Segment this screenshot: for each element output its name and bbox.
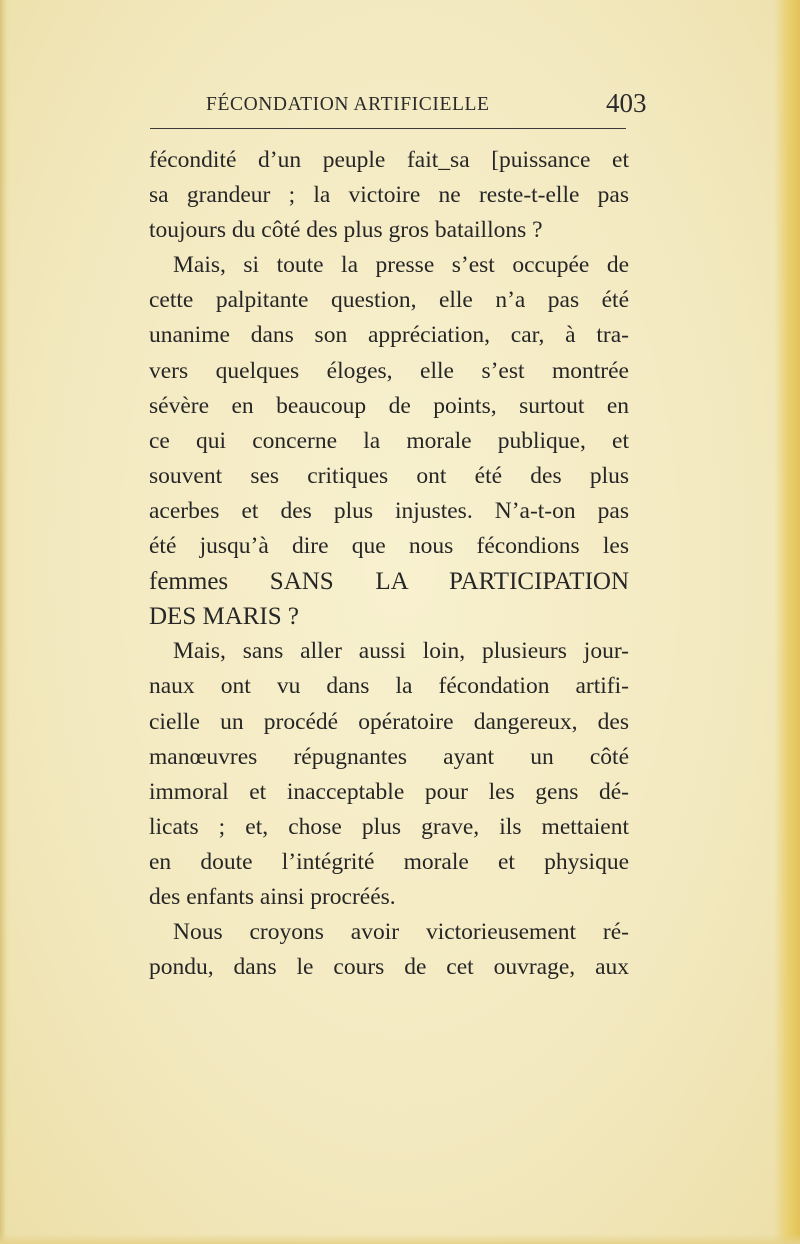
text-line: naux ont vu dans la fécondation artifi- — [149, 673, 629, 700]
text-line: licats ; et, chose plus grave, ils mettaient — [149, 813, 629, 840]
text-line: en doute l’intégrité morale et physique — [149, 848, 629, 875]
text-line: Nous croyons avoir victorieusement ré- — [173, 919, 629, 946]
text-line: Mais, sans aller aussi loin, plusieurs jour- — [173, 638, 629, 665]
text-line: sa grandeur ; la victoire ne reste-t-elle pas — [149, 182, 629, 209]
text-line: Mais, si toute la presse s’est occupée de — [173, 252, 629, 279]
page-left-edge — [0, 0, 10, 1244]
text-line: vers quelques éloges, elle s’est montrée — [149, 357, 629, 384]
text-line: acerbes et des plus injustes. N’a-t-on pas — [149, 497, 629, 524]
text-line: DES MARIS ? — [149, 603, 300, 631]
body-text — [149, 143, 629, 985]
running-title: FÉCONDATION ARTIFICIELLE — [206, 94, 490, 115]
header-rule — [150, 128, 626, 129]
text-line: ce qui concerne la morale publique, et — [149, 427, 629, 454]
page-header — [0, 86, 800, 126]
text-line: souvent ses critiques ont été des plus — [149, 462, 629, 489]
text-line: fécondité d’un peuple fait_sa [puissance et — [149, 147, 629, 173]
text-line: toujours du côté des plus gros bataillons ? — [149, 217, 543, 244]
text-line: cette palpitante question, elle n’a pas été — [149, 287, 629, 314]
text-line: des enfants ainsi procréés. — [149, 883, 396, 910]
text-line: été jusqu’à dire que nous fécondions les — [149, 533, 629, 560]
text-line: manœuvres répugnantes ayant un côté — [149, 743, 629, 770]
text-line: immoral et inacceptable pour les gens dé- — [149, 778, 629, 805]
text-line: unanime dans son appréciation, car, à tra- — [149, 322, 629, 349]
text-line: sévère en beaucoup de points, surtout en — [149, 392, 629, 419]
page-right-edge — [774, 0, 800, 1244]
text-line: cielle un procédé opératoire dangereux, des — [149, 708, 629, 735]
page-number: 403 — [606, 88, 647, 118]
page-bottom-edge — [0, 1234, 800, 1244]
text-line: pondu, dans le cours de cet ouvrage, aux — [149, 954, 629, 981]
text-line: femmes SANS LA PARTICIPATION — [149, 568, 629, 596]
